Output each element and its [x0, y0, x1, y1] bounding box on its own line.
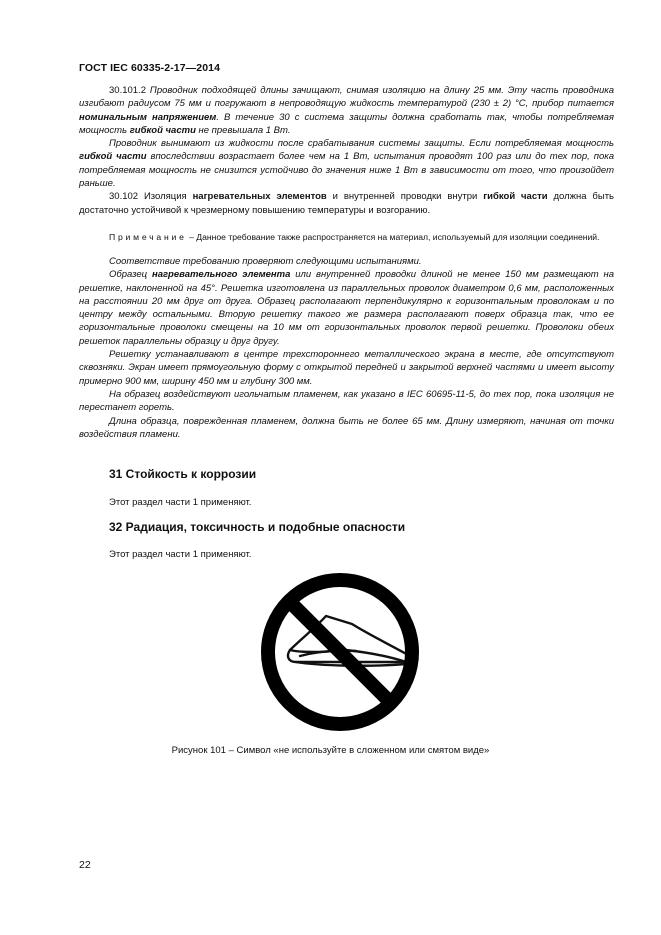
page-number: 22: [79, 859, 91, 871]
text-run: Проводник вынимают из жидкости после срабатывания системы защиты. Если потребляемая мощность: [109, 138, 614, 150]
text-run: впоследствии возрастает более чем на 1 Вт, испытания проводят 100 раз или до тех пор, пока потребляемая мощность не снизится устойчиво до значения ниже 1 Вт в зависимости от того, что произойдет раньше.: [79, 151, 614, 190]
defined-term: гибкой части: [79, 151, 147, 163]
clause-number: 30.102: [109, 191, 139, 203]
note-text: – Данное требование также распространяется на материал, используемый для изоляции соединений.: [186, 231, 600, 242]
section-31-text: Этот раздел части 1 применяют.: [109, 497, 252, 508]
defined-term: нагревательного элемента: [151, 269, 291, 281]
do-not-fold-prohibition-icon: [260, 572, 420, 732]
figure-caption: Рисунок 101 – Символ «не используйте в сложенном или смятом виде»: [171, 745, 490, 756]
paragraph-30-101-2: [79, 84, 614, 137]
text-run: должна быть достаточно устойчивой к чрезмерному повышению температуры и возгоранию.: [79, 191, 614, 216]
defined-term: гибкой части: [483, 191, 548, 203]
note: [79, 231, 614, 243]
paragraph-sample: [79, 268, 614, 348]
paragraph-damage-length: Длина образца, поврежденная пламенем, должна быть не более 65 мм. Длину измеряют, начиная от точки воздействия пламени.: [79, 415, 614, 440]
paragraph-compliance: Соответствие требованию проверяют следующими испытаниями.: [109, 255, 422, 267]
text-run: не превышала 1 Вт.: [195, 124, 291, 136]
text-run: Проводник подходящей длины зачищают, снимая изоляцию на длину 25 мм. Эту часть проводника изгибают радиусом 75 мм и погружают в непроводящую жидкость температурой (230 ± 2) °С, прибор питается: [79, 85, 614, 110]
paragraph-flame: На образец воздействуют игольчатым пламенем, как указано в IEC 60695-11-5, до тех пор, пока изоляция не перестанет гореть.: [79, 388, 614, 414]
main-text: [79, 84, 614, 441]
text-run: и внутренней проводки внутри: [326, 191, 484, 203]
paragraph-30-102: [79, 190, 614, 217]
clause-number: 30.101.2: [109, 85, 146, 96]
section-32-heading: 32 Радиация, токсичность и подобные опасности: [109, 520, 406, 534]
text-run: или внутренней проводки длиной не менее 150 мм размещают на решетке, наклоненной на 45°. Решетка изготовлена из параллельных проволок диаметром 0,6 мм, расположенных на расстоянии 20 мм друг от друга. Образец располагают перпендикулярно к горизонтальным проволокам и по центру между остальными. Вторую решетку такого же размера располагают поверх образца так, что ее горизонтальные проволоки смещены на 10 мм от горизонтальных проволок первой решетки. Проволоки обеих решеток параллельны образцу и друг другу.: [79, 269, 614, 347]
text-run: . В течение 30 с система защиты должна сработать так, чтобы потребляемая мощность: [79, 111, 614, 136]
defined-term: номинальным напряжением: [79, 111, 217, 123]
paragraph-repeat-test: [79, 137, 614, 190]
defined-term: нагревательных элементов: [192, 191, 327, 203]
standard-header: ГОСТ IEC 60335-2-17—2014: [79, 62, 221, 74]
section-31-heading: 31 Стойкость к коррозии: [109, 467, 257, 481]
paragraph-screen: Решетку устанавливают в центре трехстороннего металлического экрана в месте, где отсутствуют сквозняки. Экран имеет прямоугольную форму с открытой передней и закрытой верхней частями и имеет высоту примерно 900 мм, ширину 450 мм и глубину 300 мм.: [79, 349, 614, 387]
note-label: Примечание: [109, 231, 187, 242]
text-run: Изоляция: [138, 191, 193, 203]
text-run: Образец: [109, 269, 152, 281]
defined-term: гибкой части: [129, 124, 196, 136]
section-32-text: Этот раздел части 1 применяют.: [109, 549, 252, 560]
